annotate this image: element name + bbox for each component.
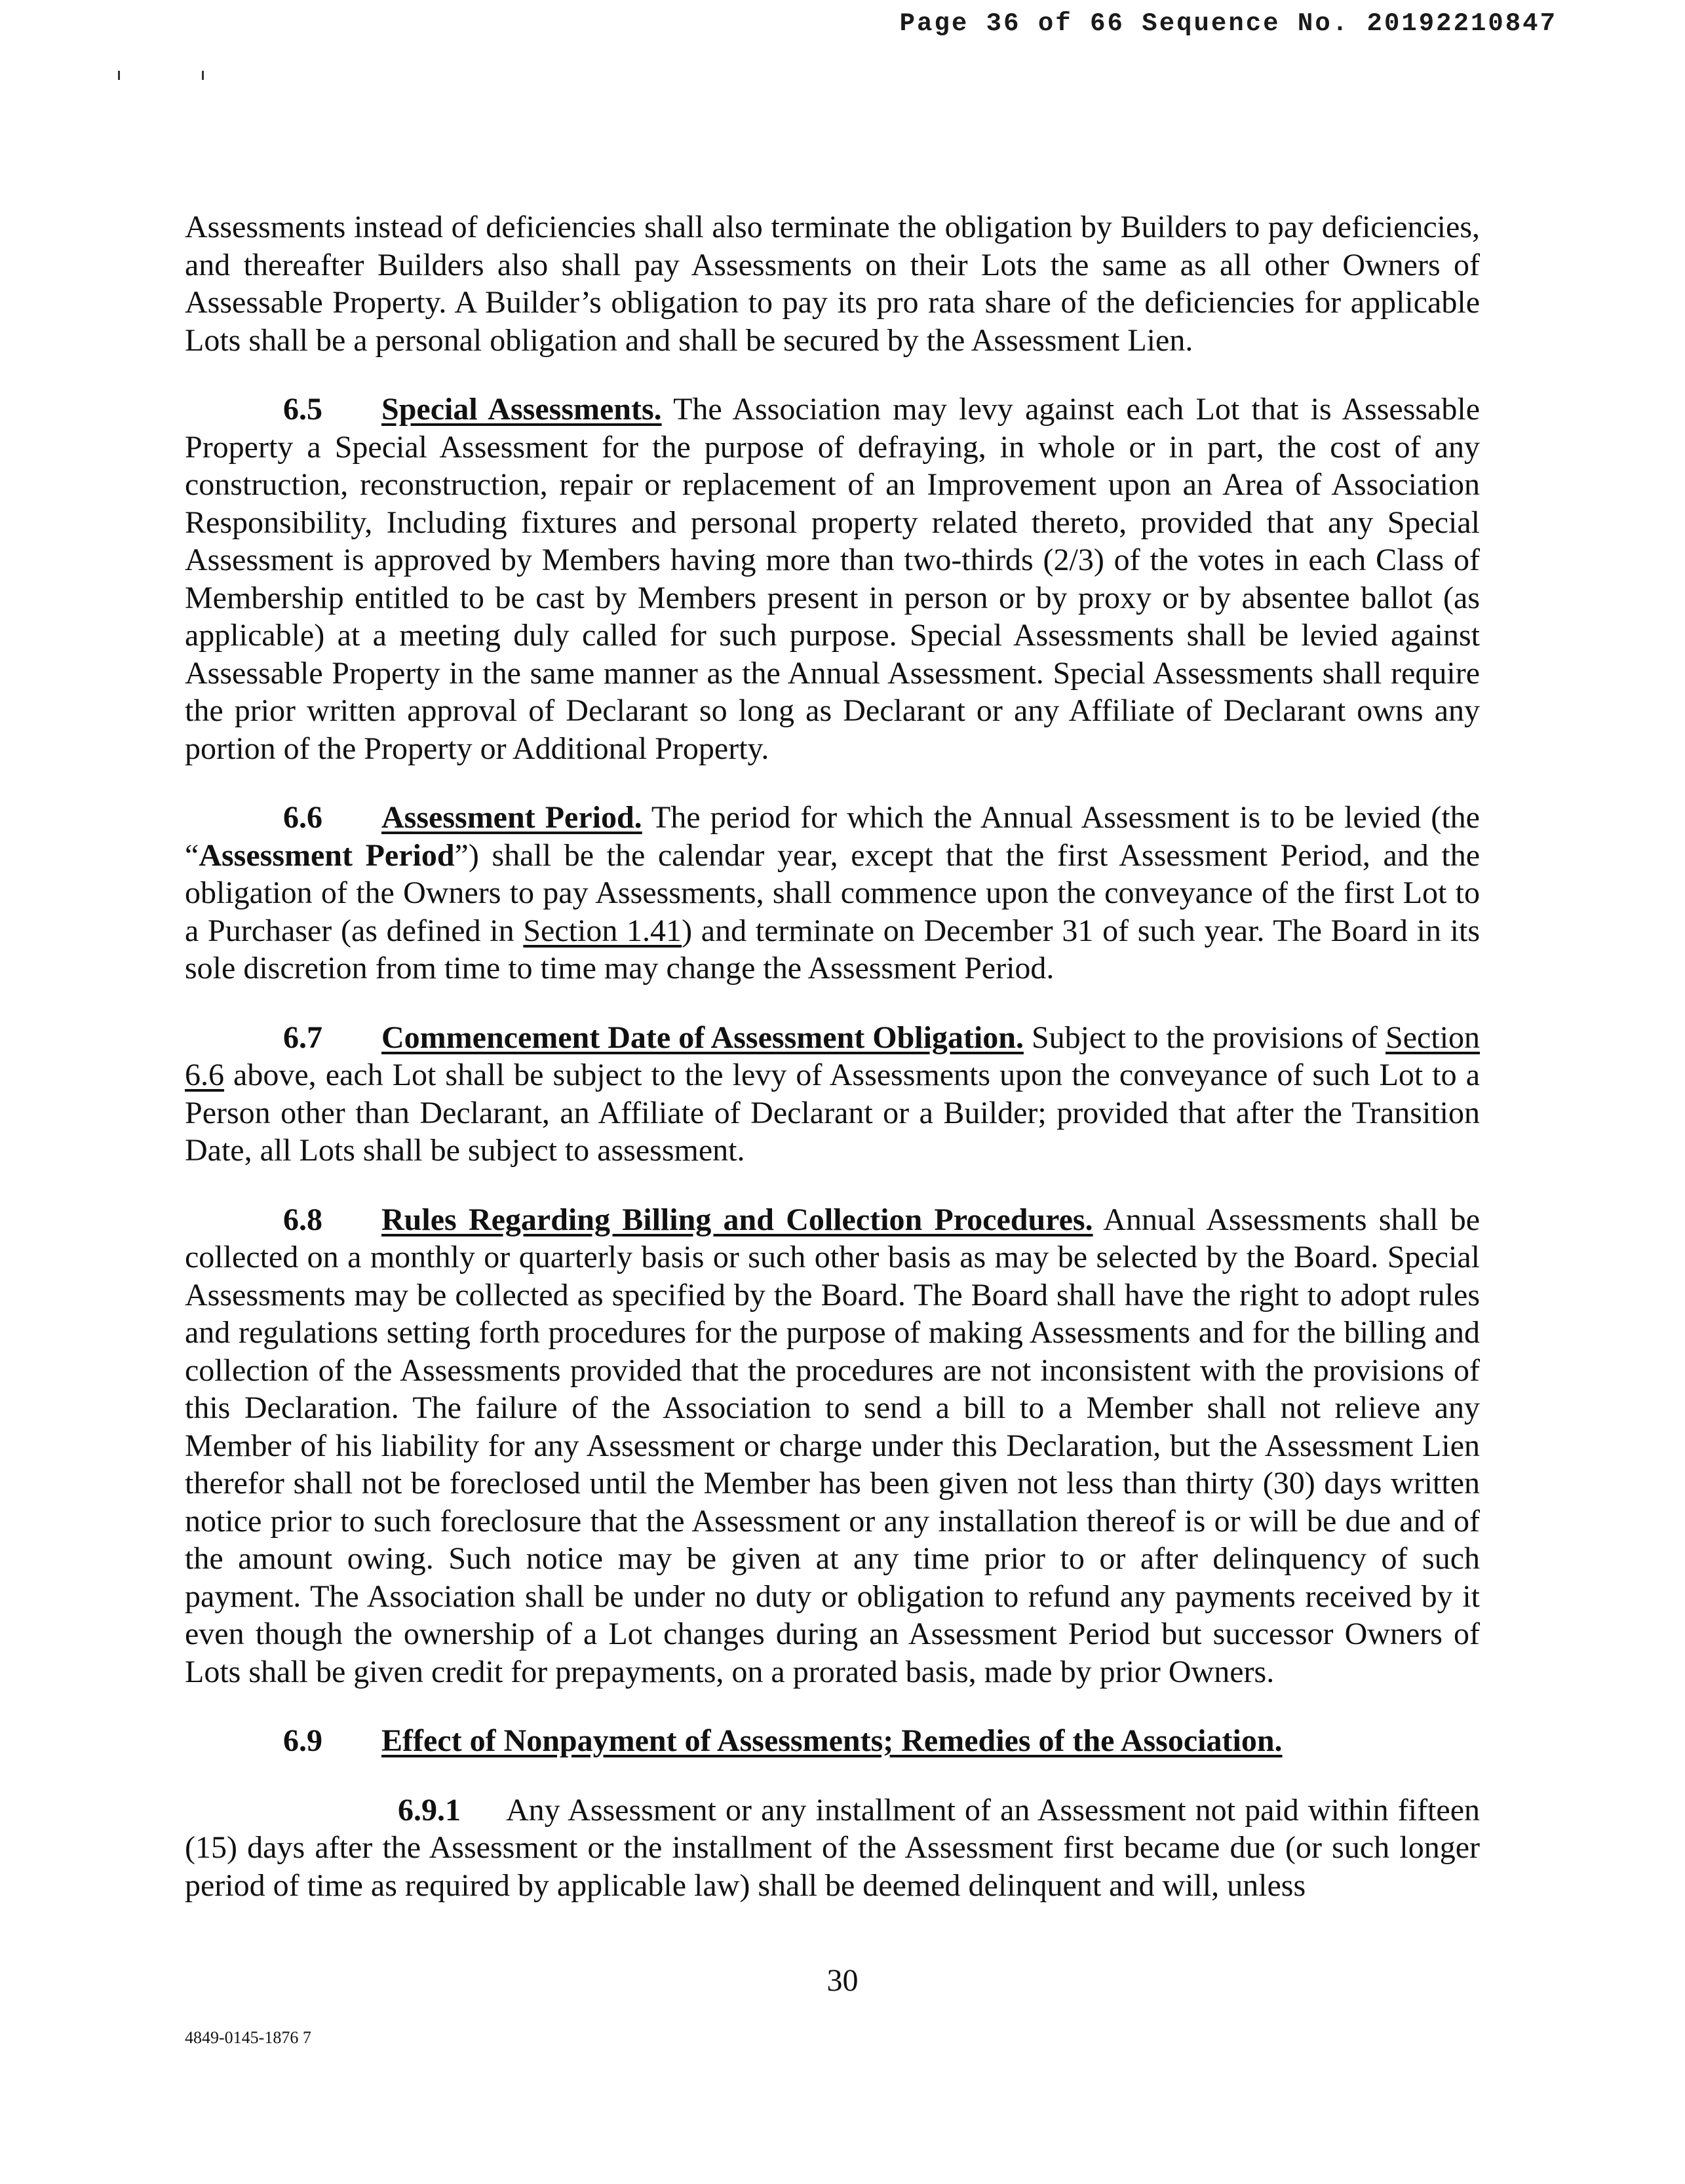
section-text: Annual Assessments shall be collected on a monthly or quarterly basis or such other basis as may be selected by the Board. Special Assessments may be collected as specified by the Board. The Board shall have the right to adopt rules and regulations setting forth procedures for the purpose of making Assessments and for the billing and collection of the Assessments provided that the procedures are not inconsistent with the provisions of this Declaration. The failure of the Association to send a bill to a Member shall not relieve any Member of his liability for any Assessment or charge under this Declaration, but the Assessment Lien therefor shall not be foreclosed until the Member has been given not less than thirty (30) days written notice prior to such foreclosure that the Assessment or any installation thereof is or will be due and of the amount owing. Such notice may be given at any time prior to or after delinquency of such payment. The Association shall be under no duty or obligation to refund any payments received by it even though the ownership of a Lot changes during an Assessment Period but successor Owners of Lots shall be given credit for prepayments, on a prorated basis, made by prior Owners. <box>185 1202 1480 1689</box>
section-6-7 <box>185 1019 1480 1170</box>
paragraph-continuation <box>185 208 1480 359</box>
scan-mark <box>118 71 120 80</box>
section-number: 6.5 <box>283 392 322 427</box>
section-6-5 <box>185 391 1480 767</box>
section-number: 6.7 <box>283 1020 322 1055</box>
section-reference: Section 6.6 <box>185 1020 1481 1092</box>
section-heading: Assessment Period. <box>381 800 642 835</box>
scan-mark <box>202 71 204 80</box>
page-sequence-stamp: Page 36 of 66 Sequence No. 20192210847 <box>899 9 1557 38</box>
section-text: The period for which the Annual Assessment is to be levied (the “ <box>185 800 1480 873</box>
section-number: 6.8 <box>283 1202 322 1237</box>
section-number: 6.9 <box>283 1723 322 1758</box>
document-id: 4849-0145-1876 7 <box>185 2028 311 2047</box>
section-text: The Association may levy against each Lot that is Assessable Property a Special Assessment for the purpose of defraying, in whole or in part, the cost of any construction, reconstruction, repair or replacement of an Improvement upon an Area of Association Responsibility, Including fixtures and personal property related thereto, provided that any Special Assessment is approved by Members having more than two-thirds (2/3) of the votes in each Class of Membership entitled to be cast by Members present in person or by proxy or by absentee ballot (as applicable) at a meeting duly called for such purpose. Special Assessments shall be levied against Assessable Property in the same manner as the Annual Assessment. Special Assessments shall require the prior written approval of Declarant so long as Declarant or any Affiliate of Declarant owns any portion of the Property or Additional Property. <box>185 392 1480 766</box>
defined-term: Assessment Period <box>199 837 455 873</box>
page-number: 30 <box>826 1963 859 1998</box>
section-text: Subject to the provisions of <box>1031 1020 1386 1055</box>
section-heading: Rules Regarding Billing and Collection Procedures. <box>381 1202 1093 1237</box>
section-text: ”) shall be the calendar year, except that the first Assessment Period, and the obligation of the Owners to pay Assessments, shall commence upon the conveyance of the first Lot to a Purchaser (as defined in <box>185 837 1480 948</box>
section-text: ) and terminate on December 31 of such year. The Board in its sole discretion from time to time may change the Assessment Period. <box>185 913 1481 986</box>
section-6-9-1 <box>185 1791 1480 1905</box>
section-6-8 <box>185 1201 1480 1691</box>
section-heading: Commencement Date of Assessment Obligation. <box>381 1020 1024 1055</box>
section-reference: Section 1.41 <box>523 913 682 948</box>
paragraph-text: Assessments instead of deficiencies shall also terminate the obligation by Builders to pay deficiencies, and thereafter Builders also shall pay Assessments on their Lots the same as all other Owners of Assessable Property. A Builder’s obligation to pay its pro rata share of the deficiencies for applicable Lots shall be a personal obligation and shall be secured by the Assessment Lien. <box>185 210 1480 358</box>
section-text: above, each Lot shall be subject to the levy of Assessments upon the conveyance of such Lot to a Person other than Declarant, an Affiliate of Declarant or a Builder; provided that after the Transition Date, all Lots shall be subject to assessment. <box>185 1058 1480 1168</box>
section-heading: Special Assessments. <box>381 392 662 427</box>
document-body <box>185 208 1480 1936</box>
section-number: 6.6 <box>283 800 322 835</box>
section-text: Any Assessment or any installment of an Assessment not paid within fifteen (15) days after the Assessment or the installment of the Assessment first became due (or such longer period of time as required by applicable law) shall be deemed delinquent and will, unless <box>185 1792 1480 1903</box>
subsection-number: 6.9.1 <box>398 1792 461 1828</box>
section-heading: Effect of Nonpayment of Assessments; Remedies of the Association. <box>381 1723 1283 1758</box>
section-6-9 <box>185 1722 1480 1760</box>
section-6-6 <box>185 799 1480 987</box>
